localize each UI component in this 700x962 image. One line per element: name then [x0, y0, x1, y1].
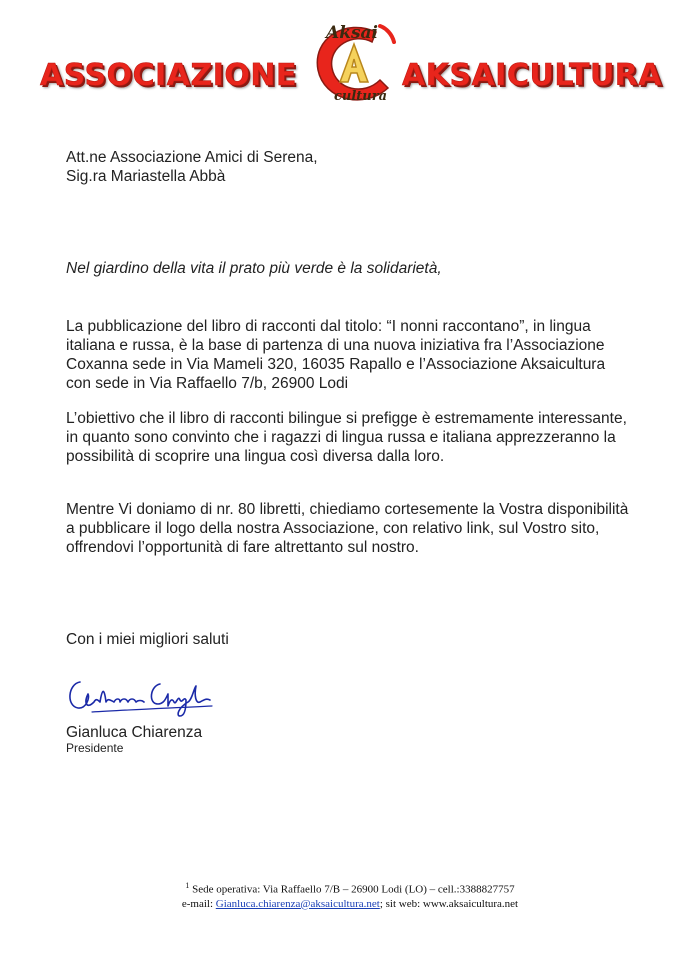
paragraph-line: con sede in Via Raffaello 7/b, 26900 Lodi — [66, 375, 349, 392]
website-text: ; sit web: www.aksaicultura.net — [379, 897, 519, 910]
footer — [0, 879, 700, 911]
email-link[interactable]: Gianluca.chiarenza@aksaicultura.net — [215, 897, 380, 910]
logo-top-text: Aksai — [326, 23, 379, 43]
closing: Con i miei migliori saluti — [66, 631, 229, 648]
footer-address — [0, 879, 700, 897]
recipient-line: Sig.ra Mariastella Abbà — [66, 168, 226, 185]
signatory-name: Gianluca Chiarenza — [66, 724, 203, 741]
signatory-role: Presidente — [66, 741, 124, 755]
paragraph — [66, 500, 628, 557]
recipient-block — [66, 148, 318, 186]
paragraph — [66, 317, 605, 393]
footer-address-text: Sede operativa: Via Raffaello 7/B – 26900 Lodi (LO) – cell.:3388827757 — [192, 883, 515, 896]
footnote-mark: 1 — [185, 881, 190, 890]
footer-contacts — [0, 897, 700, 911]
paragraph-line: in quanto sono convinto che i ragazzi di lingua russa e italiana apprezzeranno la — [66, 429, 616, 446]
letterhead-left-word: ASSOCIAZIONE — [40, 58, 298, 93]
handwritten-signature — [62, 672, 232, 718]
paragraph-line: possibilità di scoprire una lingua così diversa dalla loro. — [66, 448, 445, 465]
paragraph-line: Mentre Vi doniamo di nr. 80 libretti, chiediamo cortesemente la Vostra disponibilità — [66, 501, 629, 518]
aksaicultura-logo — [306, 18, 402, 108]
letterhead-right-word: AKSAICULTURA — [402, 58, 663, 93]
motto: Nel giardino della vita il prato più verde è la solidarietà, — [66, 260, 442, 277]
paragraph-line: italiana e russa, è la base di partenza di una nuova iniziativa fra l’Associazione — [66, 337, 605, 354]
logo-bottom-text: cultura — [334, 89, 388, 104]
paragraph-line: La pubblicazione del libro di racconti dal titolo: “I nonni raccontano”, in lingua — [66, 318, 591, 335]
paragraph-line: Coxanna sede in Via Mameli 320, 16035 Rapallo e l’Associazione Aksaicultura — [66, 356, 606, 373]
paragraph-line: L’obiettivo che il libro di racconti bilingue si prefigge è estremamente interessante, — [66, 410, 627, 427]
paragraph — [66, 409, 627, 466]
letterhead — [0, 18, 700, 108]
paragraph-line: a pubblicare il logo della nostra Associazione, con relativo link, sul Vostro sito, — [66, 520, 600, 537]
recipient-line: Att.ne Associazione Amici di Serena, — [66, 149, 318, 166]
email-label: e-mail: — [181, 897, 214, 910]
paragraph-line: offrendovi l’opportunità di fare altrettanto sul nostro. — [66, 539, 419, 556]
